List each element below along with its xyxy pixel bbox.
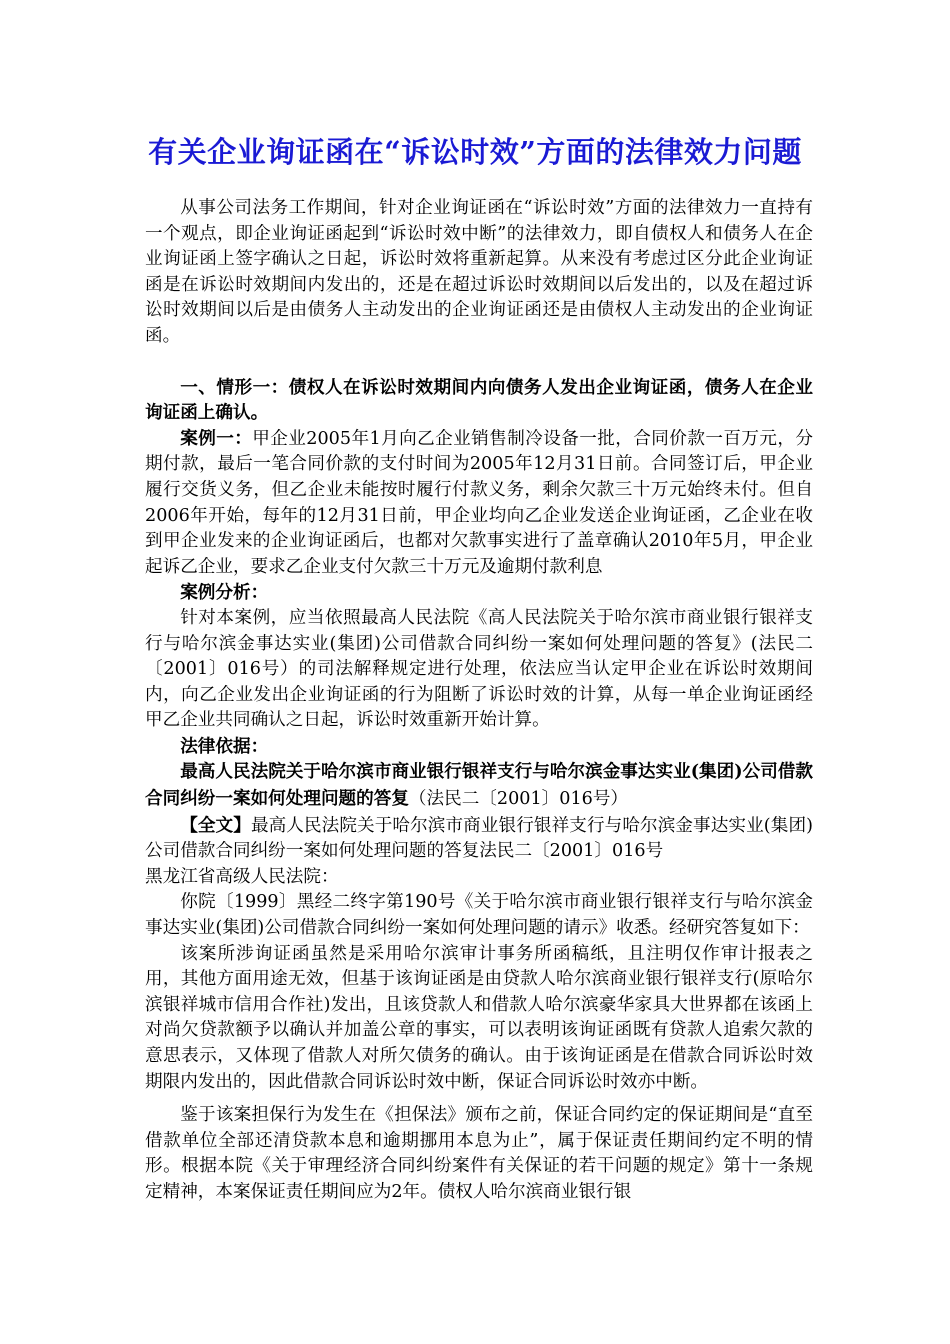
fulltext-label: 【全文】 [180,814,251,836]
basis-label: 法律依据： [180,735,269,757]
case1-label: 案例一： [180,427,253,449]
basis-title: 最高人民法院关于哈尔滨市商业银行银祥支行与哈尔滨金事达实业(集团)公司借款合同纠纷一案如何处理问题的答复 [145,761,813,810]
spacer [145,1095,813,1103]
case1-text: 甲企业2005年1月向乙企业销售制冷设备一批，合同价款一百万元，分期付款，最后一笔合同价款的支付时间为2005年12月31日前。合同签订后，甲企业履行交货义务，但乙企业未能按时履行付款义务，剩余欠款三十万元始终未付。但自2006年开始，每年的12月31日前，甲企业均向乙企业发送企业询证函，乙企业在收到甲企业发来的企业询证函后，也都对欠款事实进行了盖章确认2010年5月，甲企业起诉乙企业，要求乙企业支付欠款三十万元及逾期付款利息 [145,428,813,577]
basis-paragraph [145,759,813,812]
request-paragraph: 你院〔1999〕黑经二终字第190号《关于哈尔滨市商业银行银祥支行与哈尔滨金事达实业(集团)公司借款合同纠纷一案如何处理问题的请示》收悉。经研究答复如下： [145,892,813,939]
fulltext-text: 最高人民法院关于哈尔滨市商业银行银祥支行与哈尔滨金事达实业(集团)公司借款合同纠纷一案如何处理问题的答复法民二〔2001〕016号 [145,815,813,862]
case1-paragraph [145,426,813,581]
analysis-label: 案例分析： [180,582,269,604]
document-title: 有关企业询证函在“诉讼时效”方面的法律效力问题 [148,135,802,169]
fulltext-paragraph [145,813,813,865]
basis-ref: （法民二〔2001〕016号） [408,789,629,810]
analysis-paragraph: 针对本案例，应当依照最高人民法院《高人民法院关于哈尔滨市商业银行银祥支行与哈尔滨金事达实业(集团)公司借款合同纠纷一案如何处理问题的答复》(法民二〔2001〕016号）的司法解释规定进行处理，依法应当认定甲企业在诉讼时效期间内，向乙企业发出企业询证函的行为阻断了诉讼时效的计算，从每一单企业询证函经甲乙企业共同确认之日起，诉讼时效重新开始计算。 [145,607,813,731]
addressee-line: 黑龙江省高级人民法院： [145,866,339,887]
case1-heading: 一、情形一：债权人在诉讼时效期间内向债务人发出企业询证函，债务人在企业询证函上确认。 [145,376,813,424]
intro-paragraph: 从事公司法务工作期间，针对企业询证函在“诉讼时效”方面的法律效力一直持有一个观点，即企业询证函起到“诉讼时效中断”的法律效力，即自债权人和债务人在企业询证函上签字确认之日起，诉讼时效将重新起算。从来没有考虑过区分此企业询证函是在诉讼时效期间内发出的，还是在超过诉讼时效期间以后发出的，以及在超过诉讼时效期间以后是由债务人主动发出的企业询证函还是由债权人主动发出的企业询证函。 [145,198,813,346]
document-body [145,196,813,1206]
spacer [145,350,813,375]
reply-paragraph-2: 鉴于该案担保行为发生在《担保法》颁布之前，保证合同约定的保证期间是“直至借款单位全部还清贷款本息和逾期挪用本息为止”，属于保证责任期间约定不明的情形。根据本院《关于审理经济合同纠纷案件有关保证的若干问题的规定》第十一条规定精神，本案保证责任期间应为2年。债权人哈尔滨商业银行银 [145,1105,813,1202]
reply-paragraph-1: 该案所涉询证函虽然是采用哈尔滨审计事务所函稿纸，且注明仅作审计报表之用，其他方面用途无效，但基于该询证函是由贷款人哈尔滨商业银行银祥支行(原哈尔滨银祥城市信用合作社)发出，且该贷款人和借款人哈尔滨豪华家具大世界都在该函上对尚欠贷款额予以确认并加盖公章的事实，可以表明该询证函既有贷款人追索欠款的意思表示，又体现了借款人对所欠债务的确认。由于该询证函是在借款合同诉讼时效期限内发出的，因此借款合同诉讼时效中断，保证合同诉讼时效亦中断。 [145,943,813,1092]
